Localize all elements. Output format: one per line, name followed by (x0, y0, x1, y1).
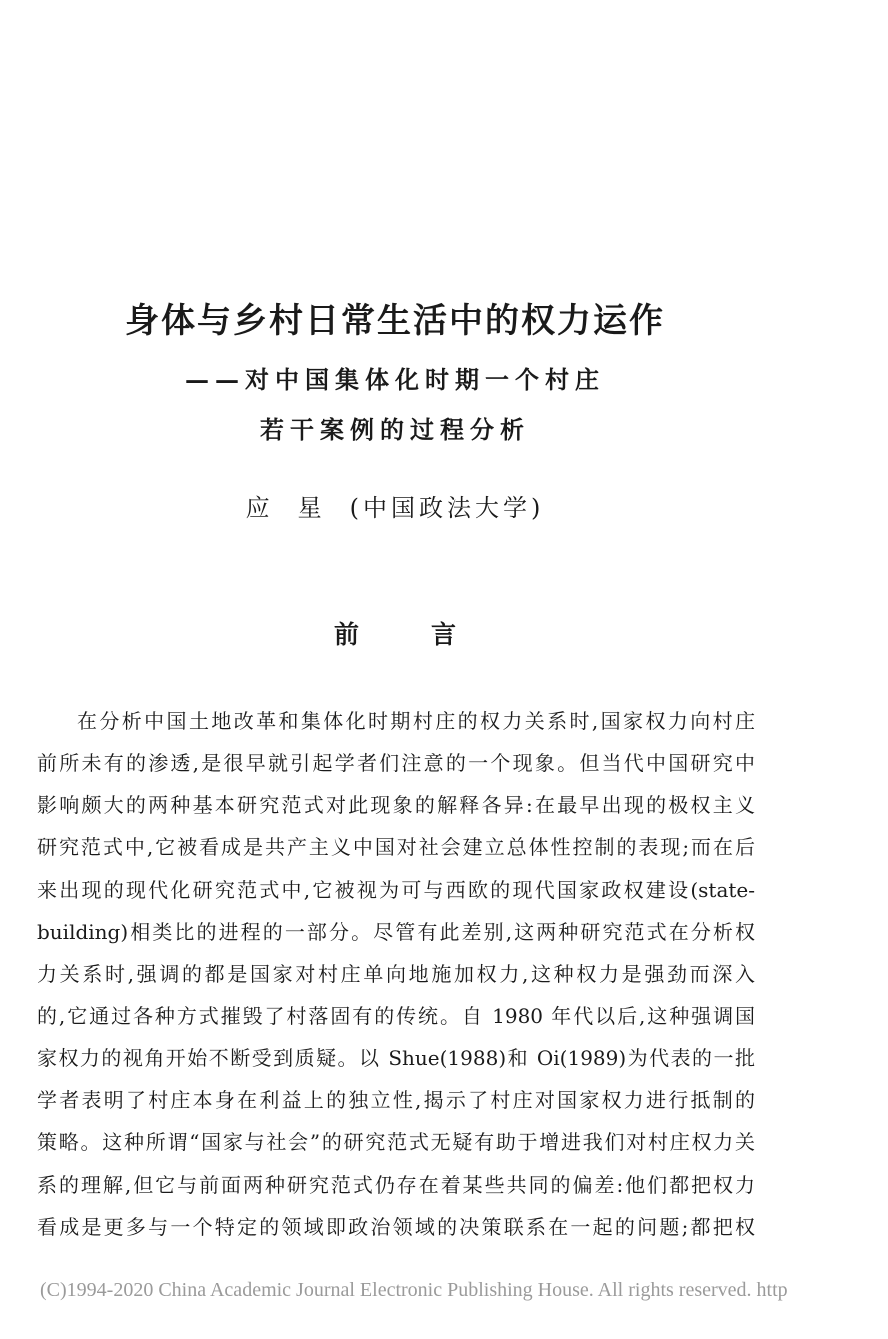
body-line: 策略。这种所谓“国家与社会”的研究范式无疑有助于增进我们对村庄权力关 (37, 1130, 755, 1155)
body-paragraph (37, 700, 755, 1248)
body-line: 学者表明了村庄本身在利益上的独立性,揭示了村庄对国家权力进行抵制的 (37, 1088, 755, 1113)
body-line: 家权力的视角开始不断受到质疑。以 Shue(1988)和 Oi(1989)为代表的一批 (37, 1046, 755, 1071)
author-affiliation: (中国政法大学) (349, 494, 545, 522)
author-name: 应星 (245, 494, 350, 522)
body-line: 系的理解,但它与前面两种研究范式仍存在着某些共同的偏差:他们都把权力 (37, 1172, 755, 1197)
article-subtitle-line2: 若干案例的过程分析 (260, 415, 530, 444)
author-byline (0, 490, 790, 526)
section-heading: 前言 (333, 620, 528, 649)
body-line: 前所未有的渗透,是很早就引起学者们注意的一个现象。但当代中国研究中 (37, 751, 755, 776)
body-line: 研究范式中,它被看成是共产主义中国对社会建立总体性控制的表现;而在后 (37, 835, 755, 860)
body-line: 影响颇大的两种基本研究范式对此现象的解释各异:在最早出现的极权主义 (37, 793, 755, 818)
body-line: building)相类比的进程的一部分。尽管有此差别,这两种研究范式在分析权 (37, 919, 755, 944)
body-line: 看成是更多与一个特定的领域即政治领域的决策联系在一起的问题;都把权 (37, 1214, 755, 1239)
body-line: 在分析中国土地改革和集体化时期村庄的权力关系时,国家权力向村庄 (77, 709, 755, 733)
body-line: 的,它通过各种方式摧毁了村落固有的传统。自 1980 年代以后,这种强调国 (37, 1003, 755, 1028)
body-line: 来出现的现代化研究范式中,它被视为可与西欧的现代国家政权建设(state- (37, 877, 755, 902)
body-line: 力关系时,强调的都是国家对村庄单向地施加权力,这种权力是强劲而深入 (37, 961, 755, 986)
copyright-footer: (C)1994-2020 China Academic Journal Electronic Publishing House. All rights reserved. http (40, 1279, 788, 1301)
article-subtitle-line1: ——对中国集体化时期一个村庄 (185, 365, 605, 394)
article-title: 身体与乡村日常生活中的权力运作 (125, 301, 665, 341)
